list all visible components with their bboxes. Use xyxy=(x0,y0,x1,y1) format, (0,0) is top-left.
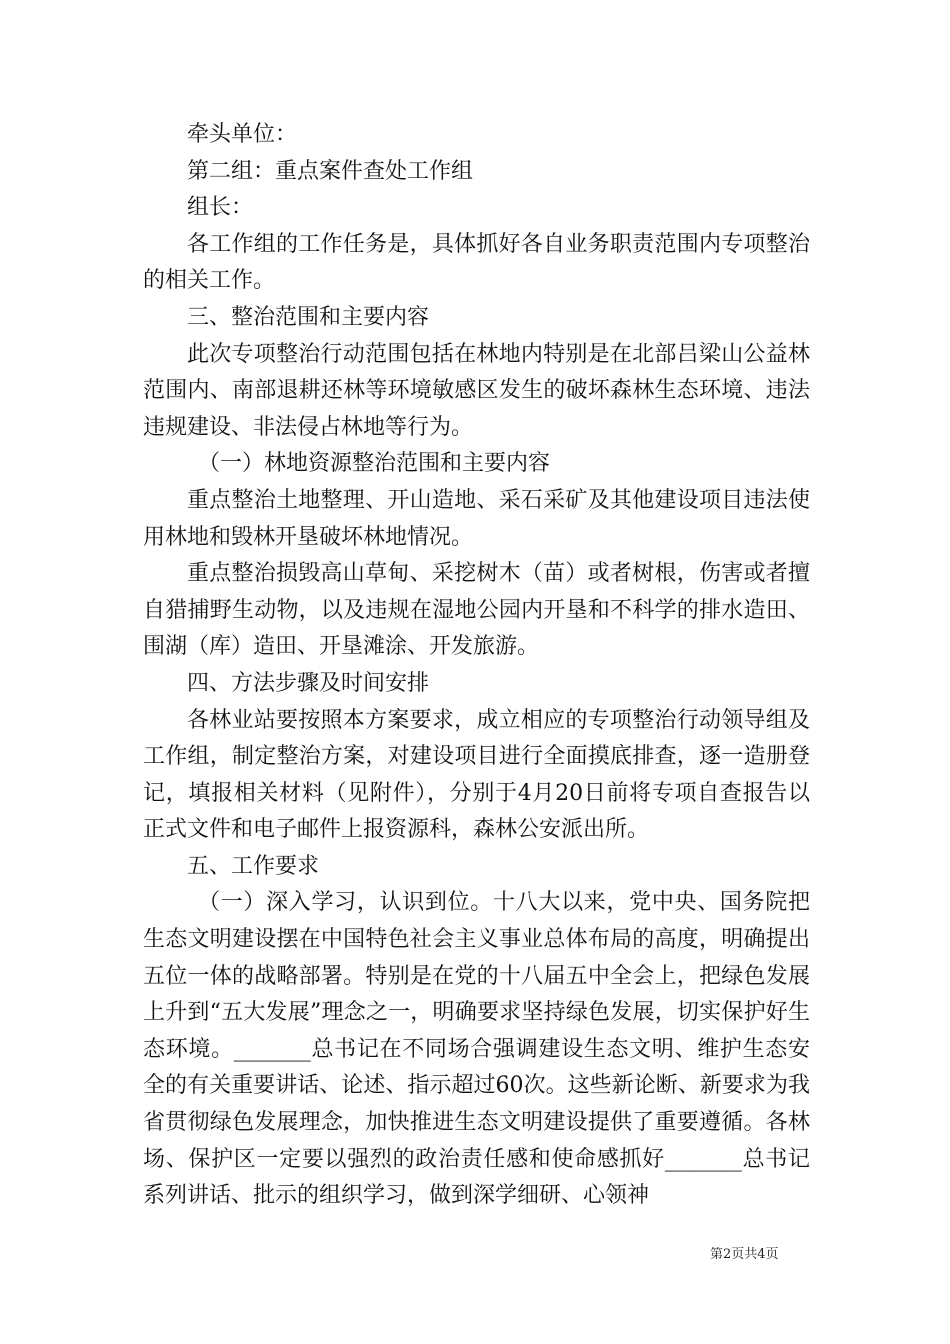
paragraph-group-two: 第二组：重点案件查处工作组 xyxy=(187,158,474,184)
heading-section-four: 四、方法步骤及时间安排 xyxy=(187,670,430,696)
paragraph-scope: 此次专项整治行动范围包括在林地内特别是在北部吕梁山公益林范围内、南部退耕还林等环境敏感区发生的破坏森林生态环境、违法违规建设、非法侵占林地等行为。 xyxy=(143,341,810,440)
heading-forest-land-scope: （一）林地资源整治范围和主要内容 xyxy=(198,451,551,477)
paragraph-study: （一）深入学习，认识到位。十八大以来，党中央、国务院把生态文明建设摆在中国特色社会主义事业总体布局的高度，明确提出五位一体的战略部署。特别是在党的十八届五中全会上，把绿色发展上升到“五大发展”理念之一，明确要求坚持绿色发展，切实保护好生态环境。_______总书记在不同场合强调建设生态文明、维护生态安全的有关重要讲话、论述、指示超过60次。这些新论断、新要求为我省贯彻绿色发展理念，加快推进生态文明建设提供了重要遵循。各林场、保护区一定要以强烈的政治责任感和使命感抓好_______总书记系列讲话、批示的组织学习，做到深学细研、心领神 xyxy=(143,890,810,1209)
document-body xyxy=(143,117,810,1215)
paragraph-focus-meadow: 重点整治损毁高山草甸、采挖树木（苗）或者树根，伤害或者擅自猎捕野生动物，以及违规在湿地公园内开垦和不科学的排水造田、围湖（库）造田、开垦滩涂、开发旅游。 xyxy=(143,561,810,660)
paragraph-lead-unit: 牵头单位： xyxy=(187,122,298,147)
page-number: 第2页共4页 xyxy=(710,1247,779,1262)
paragraph-steps: 各林业站要按照本方案要求，成立相应的专项整治行动领导组及工作组，制定整治方案，对建设项目进行全面摸底排查，逐一造册登记，填报相关材料（见附件），分别于4月20日前将专项自查报告以正式文件和电子邮件上报资源科，森林公安派出所。 xyxy=(143,707,810,843)
paragraph-focus-land: 重点整治土地整理、开山造地、采石采矿及其他建设项目违法使用林地和毁林开垦破坏林地情况。 xyxy=(143,487,810,550)
paragraph-group-leader: 组长： xyxy=(187,195,254,221)
heading-section-five: 五、工作要求 xyxy=(187,853,320,879)
heading-section-three: 三、整治范围和主要内容 xyxy=(187,304,430,330)
paragraph-group-tasks: 各工作组的工作任务是，具体抓好各自业务职责范围内专项整治的相关工作。 xyxy=(143,231,810,294)
